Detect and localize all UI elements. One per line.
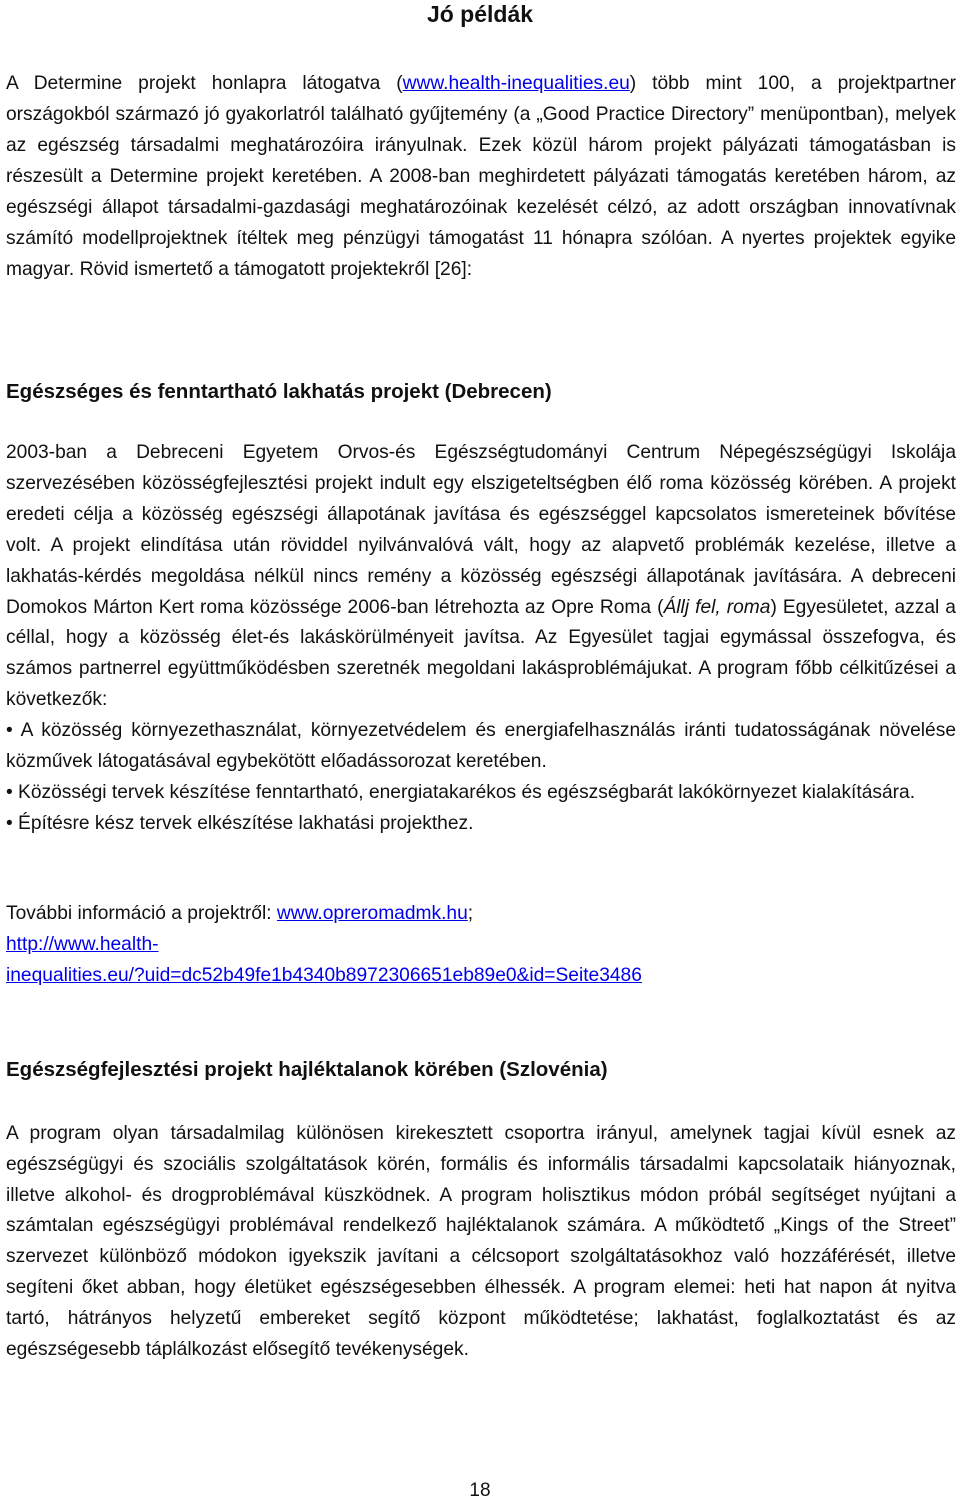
url-line-2 <box>6 960 956 991</box>
bullet-item-1: • A közösség környezethasználat, környezetvédelem és energiafelhasználás iránti tudatosságának növelése közművek látogatásával egybekötött előadássorozat keretében. <box>6 720 956 773</box>
health-inequalities-link-part1[interactable]: http://www.health- <box>6 934 159 955</box>
page-title: Jó példák <box>426 1 534 27</box>
section-heading-debrecen: Egészséges és fenntartható lakhatás projekt (Debrecen) <box>6 380 552 403</box>
debrecen-text-b: ) Egyesületet, azzal a céllal, hogy a közösség élet-és lakáskörülményeit javítsa. Az Egyesület tagjai egymással összefogva, és számos partnerrel együttműködésben szeretnék megoldani lakásproblémájukat. A program főbb célkitűzései a következők: <box>6 596 956 711</box>
intro-text-rest: ) több mint 100, a projektpartner országokból származó jó gyakorlatról található gyűjtemény (a „Good Practice Directory” menüpontban), melyek az egészség társadalmi meghatározóira irányulnak. Ezek közül három projekt pályázati támogatásban is részesült a Determine projekt keretében. A 2008-ban meghirdetett pályázati támogatás keretében három, az egészségi állapot társadalmi-gazdasági meghatározóinak kezelését célzó, az adott országban innovatívnak számító modellprojektnek ítéltek meg pénzügyi támogatást 11 hónapra szólóan. A nyertes projektek egyike magyar. Rövid ismertető a támogatott projektekről [26]: <box>6 73 956 280</box>
more-info-separator: ; <box>467 903 474 924</box>
debrecen-italic-text: Állj fel, roma <box>663 596 771 618</box>
section-heading-slovenia: Egészségfejlesztési projekt hajléktalanok körében (Szlovénia) <box>6 1058 608 1081</box>
intro-paragraph <box>6 68 956 285</box>
bullet-item-2: • Közösségi tervek készítése fenntartható, energiatakarékos és egészségbarát lakókörnyezet kialakítására. <box>6 781 916 803</box>
opreroma-link[interactable]: www.opreromadmk.hu <box>276 903 468 924</box>
more-info-line <box>6 898 956 929</box>
url-line-1 <box>6 929 956 960</box>
slovenia-paragraph: A program olyan társadalmilag különösen kirekesztett csoportra irányul, amelynek tagjai kívül esnek az egészségügyi és szociális szolgáltatások körén, formális és informális társadalmi kapcsolataik hiányoznak, illetve alkohol- és drogproblémával küszködnek. A program holisztikus módon próbál segítséget nyújtani a számtalan egészségügyi problémával rendelkező hajléktalanok számára. A működtető „Kings of the Street” szervezet különböző módokon igyekszik javítani a célcsoport szolgáltatásokhoz való hozzáférését, illetve segíteni őket abban, hogy életüket egészségesebben élhessék. A program elemei: heti hat napon át nyitva tartó, hátrányos helyzetű embereket segítő központ működtetése; lakhatást, foglalkoztatást és az egészségesebb táplálkozást elősegítő tevékenységek. <box>6 1123 956 1360</box>
debrecen-paragraph <box>6 438 956 840</box>
more-info-label: További információ a projektről: <box>6 903 277 924</box>
debrecen-text-a: 2003-ban a Debreceni Egyetem Orvos-és Egészségtudományi Centrum Népegészségügyi Iskolája szervezésében közösségfejlesztési projekt indult egy elszigeteltségben élő roma közösség körében. A projekt eredeti célja a közösség egészségi állapotának javítása és egészséggel kapcsolatos ismereteinek bővítése volt. A projekt elindítása után röviddel nyilvánvalóvá vált, hogy az alapvető problémák kezelése, illetve a lakhatás-kérdés megoldása nélkül nincs remény a közösség egészségi állapotának javítására. A debreceni Domokos Márton Kert roma közössége 2006-ban létrehozta az Opre Roma ( <box>6 442 956 618</box>
intro-text-start: A Determine projekt honlapra látogatva ( <box>6 73 403 94</box>
health-inequalities-link-part2[interactable]: inequalities.eu/?uid=dc52b49fe1b4340b8972306651eb89e0&id=Seite3486 <box>6 965 642 986</box>
page-number: 18 <box>469 1480 491 1501</box>
bullet-item-3: • Építésre kész tervek elkészítése lakhatási projekthez. <box>6 812 474 834</box>
determine-website-link[interactable]: www.health-inequalities.eu <box>402 73 630 94</box>
